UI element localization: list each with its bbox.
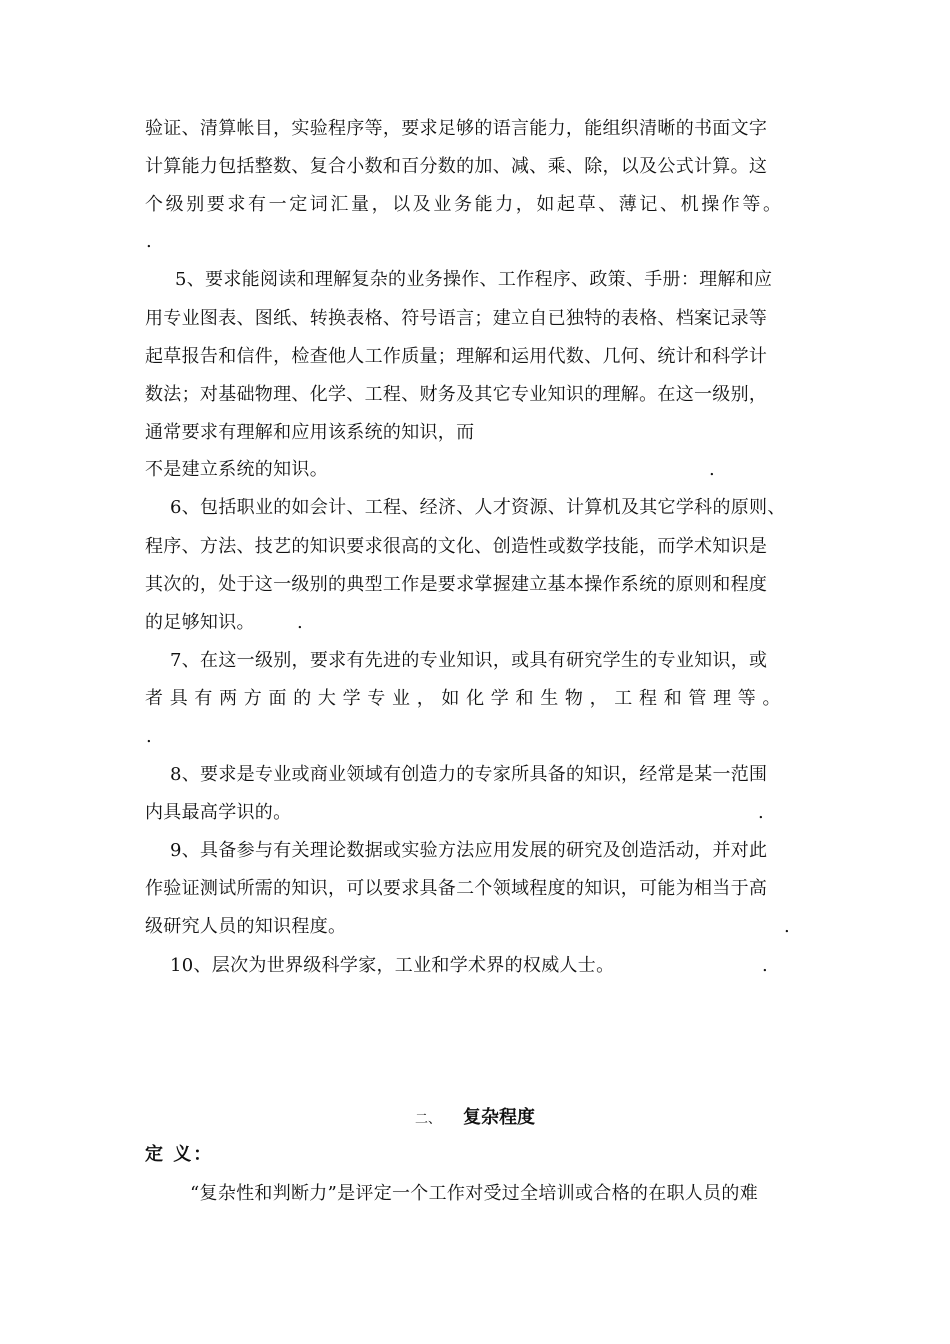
text-line: 作验证测试所需的知识，可以要求具备二个领域程度的知识，可能为相当于高 <box>145 878 768 899</box>
text-line: 个级别要求有一定词汇量，以及业务能力，如起草、薄记、机操作等。 <box>145 194 784 215</box>
text-line: 通常要求有理解和应用该系统的知识，而 <box>145 422 475 443</box>
text-line: 10、层次为世界级科学家，工业和学术界的权威人士。 <box>170 955 615 976</box>
text-line: 8、要求是专业或商业领域有创造力的专家所具备的知识，经常是某一范围 <box>170 764 768 785</box>
definition-text: “复杂性和判断力”是评定一个工作对受过全培训或合格的在职人员的难 <box>190 1183 759 1204</box>
section-number: 二、 <box>414 1112 441 1127</box>
text-line: 5、要求能阅读和理解复杂的业务操作、工作程序、政策、手册：理解和应 <box>175 269 773 290</box>
stray-dot: . <box>146 726 152 747</box>
section-heading <box>0 1106 950 1132</box>
section-title: 复杂程度 <box>463 1107 535 1128</box>
text-line: 不是建立系统的知识。 <box>145 459 328 480</box>
text-line: 者具有两方面的大学专业，如化学和生物，工程和管理等。 <box>145 688 788 709</box>
text-line: 6、包括职业的如会计、工程、经济、人才资源、计算机及其它学科的原则、 <box>170 497 786 518</box>
definition-label: 定 义： <box>145 1144 214 1165</box>
text-line: 计算能力包括整数、复合小数和百分数的加、减、乘、除，以及公式计算。这 <box>145 156 768 177</box>
stray-dot: . <box>146 231 152 252</box>
text-line: 级研究人员的知识程度。 <box>145 916 347 937</box>
text-line: 其次的，处于这一级别的典型工作是要求掌握建立基本操作系统的原则和程度 <box>145 574 768 595</box>
text-line: 7、在这一级别，要求有先进的专业知识，或具有研究学生的专业知识，或 <box>170 650 768 671</box>
stray-dot: . <box>297 612 303 633</box>
stray-dot: . <box>709 459 715 480</box>
stray-dot: . <box>784 916 790 937</box>
text-line: 验证、清算帐目，实验程序等，要求足够的语言能力，能组织清晰的书面文字 <box>145 118 768 139</box>
text-line: 起草报告和信件，检查他人工作质量；理解和运用代数、几何、统计和科学计 <box>145 346 768 367</box>
text-line: 9、具备参与有关理论数据或实验方法应用发展的研究及创造活动，并对此 <box>170 840 768 861</box>
text-line: 程序、方法、技艺的知识要求很高的文化、创造性或数学技能，而学术知识是 <box>145 536 768 557</box>
stray-dot: . <box>758 802 764 823</box>
text-line: 的足够知识。 <box>145 612 255 633</box>
stray-dot: . <box>762 955 768 976</box>
text-line: 用专业图表、图纸、转换表格、符号语言；建立自已独特的表格、档案记录等 <box>145 308 768 329</box>
text-line: 数法；对基础物理、化学、工程、财务及其它专业知识的理解。在这一级别， <box>145 384 768 405</box>
text-line: 内具最高学识的。 <box>145 802 292 823</box>
